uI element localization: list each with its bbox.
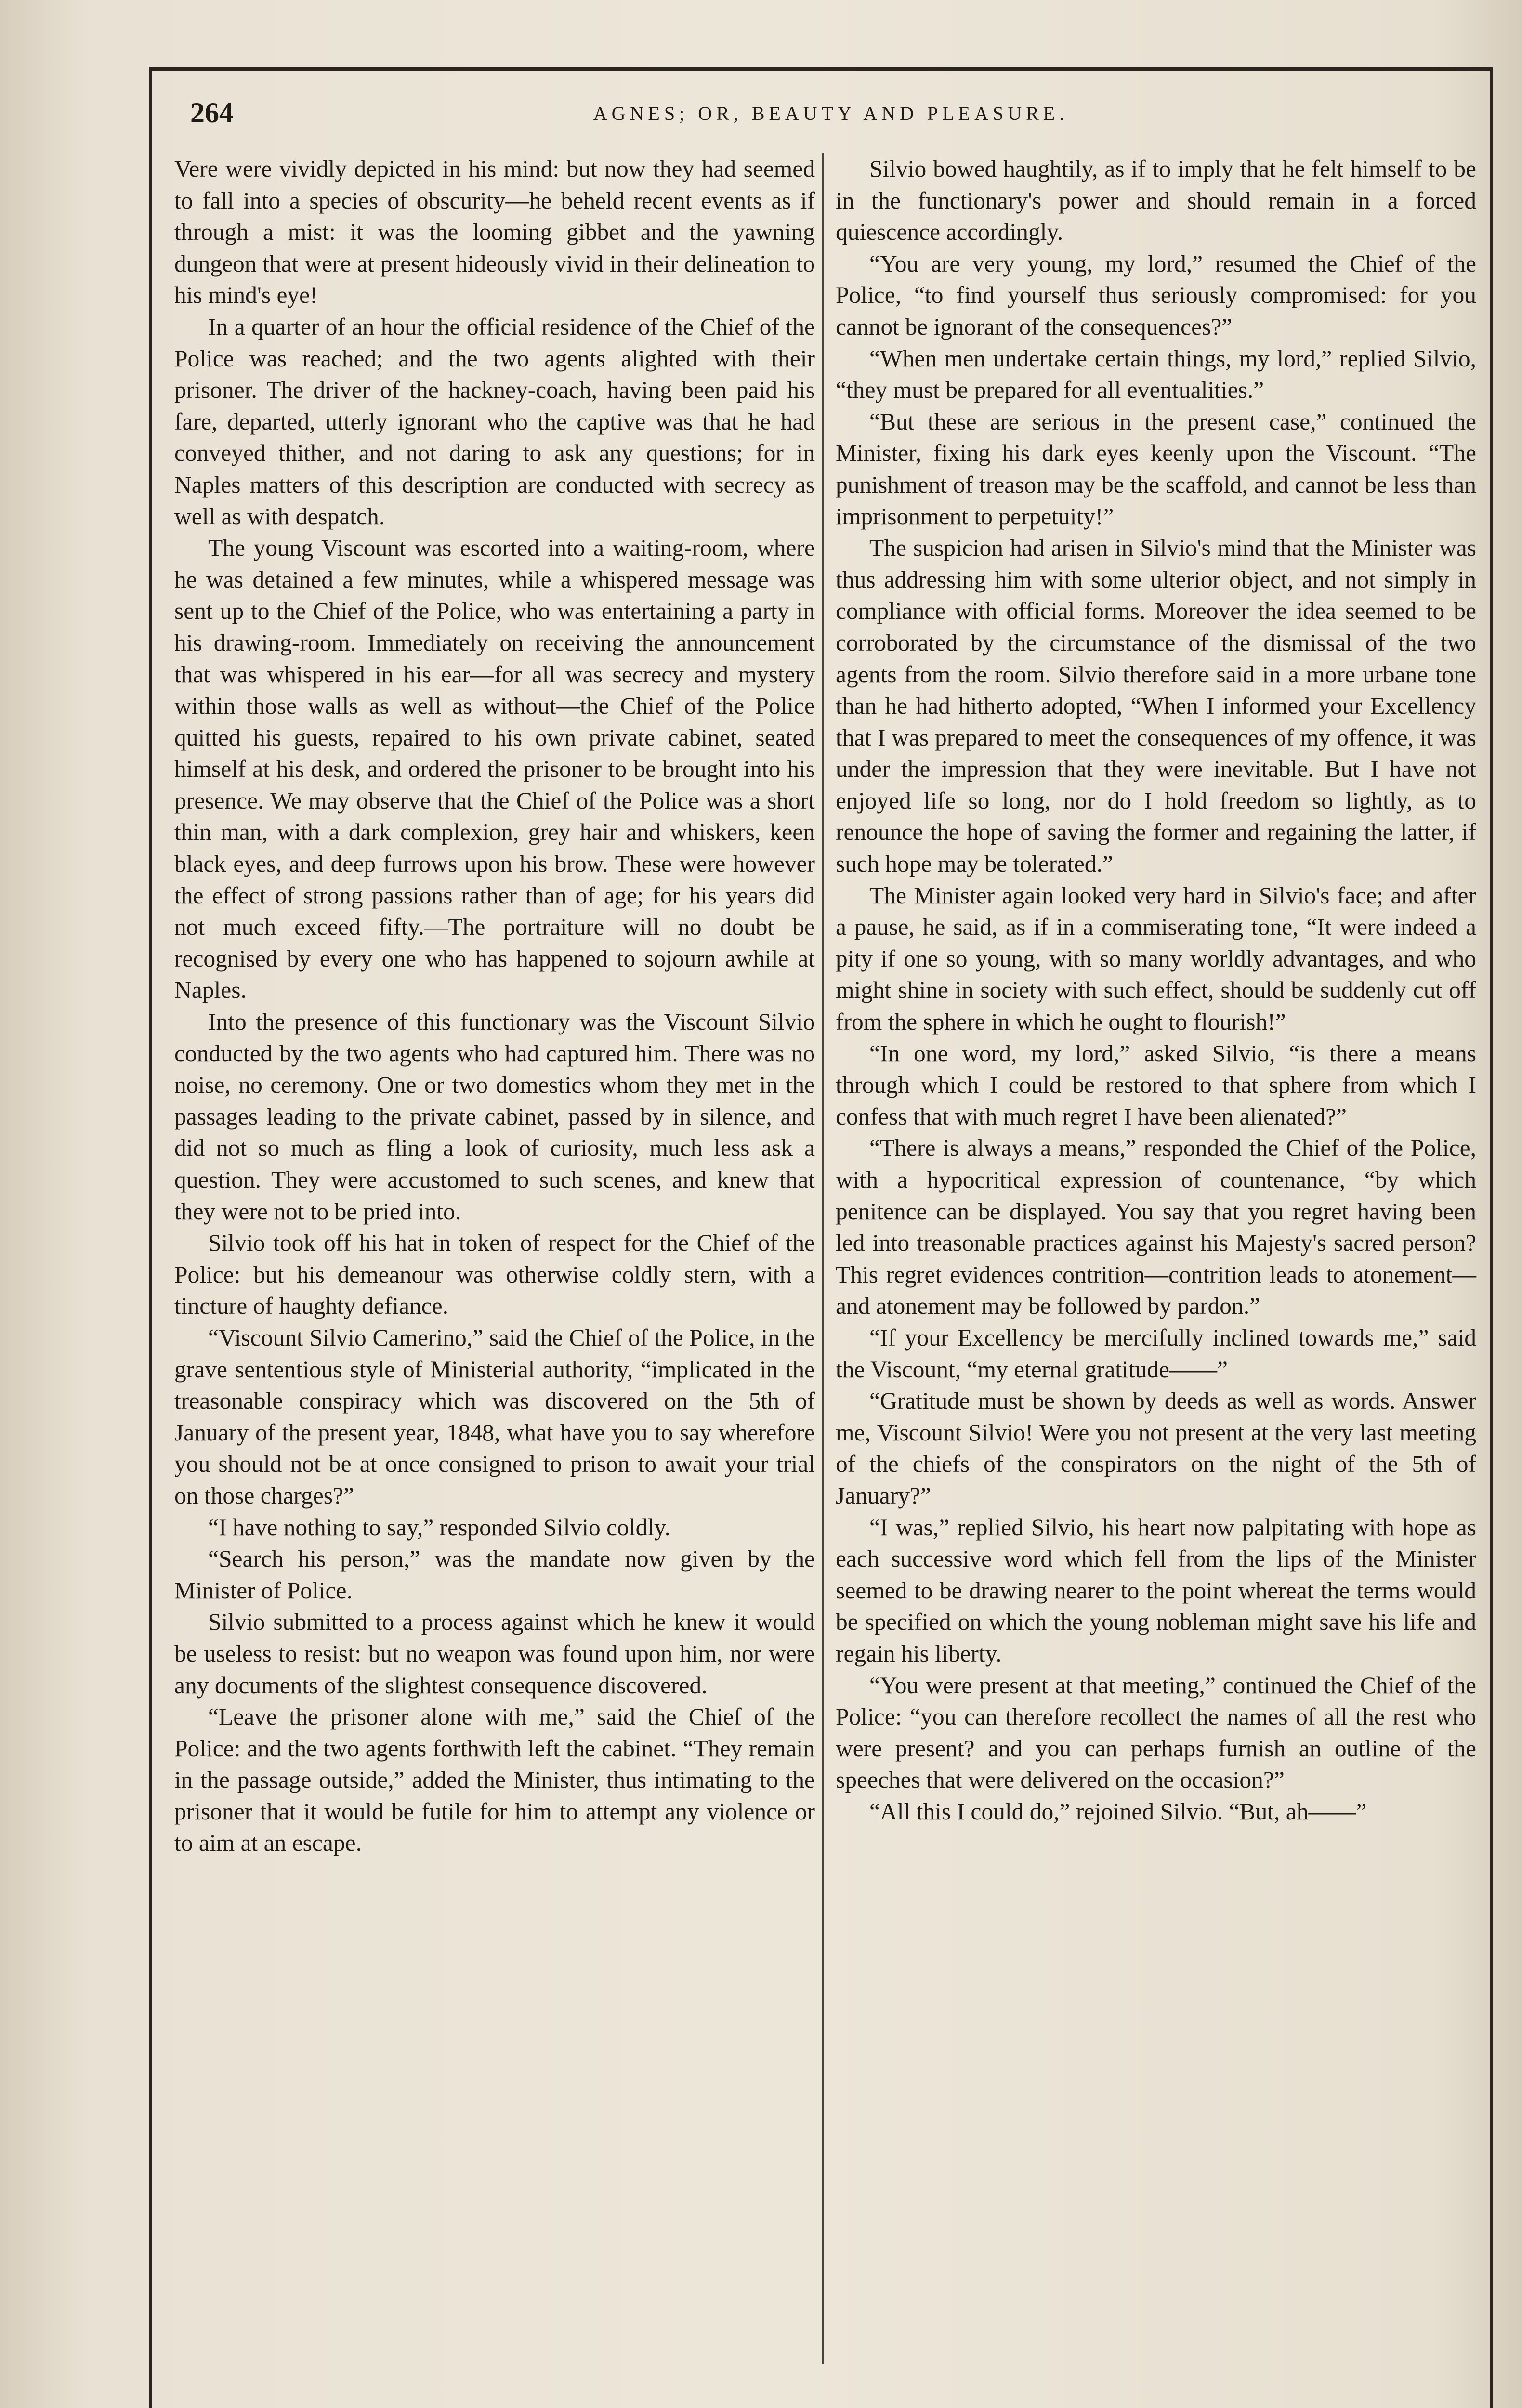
page-header <box>190 96 1471 140</box>
paragraph: Silvio bowed haughtily, as if to imply that he felt himself to be in the functionary's power and should remain in a forced quiescence accordingly. <box>836 156 1476 246</box>
paragraph: “Search his person,” was the mandate now given by the Minister of Police. <box>174 1545 815 1604</box>
paragraph: “When men undertake certain things, my lord,” replied Silvio, “they must be prepared for all eventualities.” <box>836 345 1476 404</box>
paragraph: The suspicion had arisen in Silvio's mind that the Minister was thus addressing him with some ulterior object, and not simply in compliance with official forms. Moreover the idea seemed to be corroborated by the circumstance of the dismissal of the two agents from the room. Silvio therefore said in a more urbane tone than he had hitherto adopted, “When I informed your Excellency that I was prepared to meet the consequences of my offence, it was under the impression that they were inevitable. But I have not enjoyed life so long, nor do I hold freedom so lightly, as to renounce the hope of saving the former and regaining the latter, if such hope may be tolerated.” <box>836 535 1476 877</box>
paragraph: Silvio took off his hat in token of respect for the Chief of the Police: but his demeanour was otherwise coldly stern, with a tincture of haughty defiance. <box>174 1230 815 1320</box>
paragraph: “You are very young, my lord,” resumed the Chief of the Police, “to find yourself thus seriously compromised: for you cannot be ignorant of the consequences?” <box>836 250 1476 340</box>
paragraph: “Leave the prisoner alone with me,” said the Chief of the Police: and the two agents forthwith left the cabinet. “They remain in the passage outside,” added the Minister, thus intimating to the prisoner that it would be futile for him to attempt any violence or to aim at an escape. <box>174 1703 815 1857</box>
paragraph: “If your Excellency be mercifully inclined towards me,” said the Viscount, “my eternal gratitude——” <box>836 1324 1476 1383</box>
paragraph: “All this I could do,” rejoined Silvio. “But, ah——” <box>869 1798 1367 1825</box>
paragraph: Vere were vividly depicted in his mind: but now they had seemed to fall into a species of obscurity—he beheld recent events as if through a mist: it was the looming gibbet and the yawning dungeon that were at present hideously vivid in their delineation to his mind's eye! <box>174 156 815 309</box>
paragraph: The Minister again looked very hard in Silvio's face; and after a pause, he said, as if in a commiserating tone, “It were indeed a pity if one so young, with so many worldly advantages, and who might shine in society with such effect, should be suddenly cut off from the sphere in which he ought to flourish!” <box>836 882 1476 1035</box>
paragraph: Into the presence of this functionary was the Viscount Silvio conducted by the two agents who had captured him. There was no noise, no ceremony. One or two domestics whom they met in the passages leading to the private cabinet, passed by in silence, and did not so much as fling a look of curiosity, much less ask a question. They were accustomed to such scenes, and knew that they were not to be pried into. <box>174 1008 815 1225</box>
page-number: 264 <box>190 97 234 129</box>
right-column <box>836 153 1476 1827</box>
paragraph: “You were present at that meeting,” continued the Chief of the Police: “you can therefore recollect the names of all the rest who were present? and you can perhaps furnish an outline of the speeches that were delivered on the occasion?” <box>836 1672 1476 1793</box>
paragraph: “Viscount Silvio Camerino,” said the Chief of the Police, in the grave sententious style of Ministerial authority, “implicated in the treasonable conspiracy which was discovered on the 5th of January of the present year, 1848, what have you to say wherefore you should not be at once consigned to prison to await your trial on those charges?” <box>174 1324 815 1509</box>
paragraph: “I have nothing to say,” responded Silvio coldly. <box>208 1514 671 1541</box>
paragraph: “There is always a means,” responded the Chief of the Police, with a hypocritical expression of countenance, “by which penitence can be displayed. You say that you regret having been led into treasonable practices against his Majesty's sacred person? This regret evidences contrition—contrition leads to atonement—and atonement may be followed by pardon.” <box>836 1135 1476 1320</box>
paragraph: “Gratitude must be shown by deeds as well as words. Answer me, Viscount Silvio! Were you not present at the very last meeting of the chiefs of the conspirators on the night of the 5th of January?” <box>836 1387 1476 1509</box>
running-title: AGNES; OR, BEAUTY AND PLEASURE. <box>593 103 1069 124</box>
paragraph: “In one word, my lord,” asked Silvio, “is there a means through which I could be restored to that sphere from which I confess that with much regret I have been alienated?” <box>836 1040 1476 1130</box>
paragraph: “But these are serious in the present case,” continued the Minister, fixing his dark eyes keenly upon the Viscount. “The punishment of treason may be the scaffold, and cannot be less than imprisonment to perpetuity!” <box>836 408 1476 530</box>
left-column <box>174 153 815 1859</box>
paragraph: The young Viscount was escorted into a waiting-room, where he was detained a few minutes, while a whispered message was sent up to the Chief of the Police, who was entertaining a party in his drawing-room. Immediately on receiving the announcement that was whispered in his ear—for all was secrecy and mystery within those walls as well as without—the Chief of the Police quitted his guests, repaired to his own private cabinet, seated himself at his desk, and ordered the prisoner to be brought into his presence. We may observe that the Chief of the Police was a short thin man, with a dark complexion, grey hair and whiskers, keen black eyes, and deep furrows upon his brow. These were however the effect of strong passions rather than of age; for his years did not much exceed fifty.—The portraiture will no doubt be recognised by every one who has happened to sojourn awhile at Naples. <box>174 535 815 1004</box>
column-divider <box>822 153 824 2364</box>
paragraph: “I was,” replied Silvio, his heart now palpitating with hope as each successive word which fell from the lips of the Minister seemed to be drawing nearer to the point whereat the terms would be specified on which the young nobleman might save his life and regain his liberty. <box>836 1514 1476 1667</box>
paragraph: In a quarter of an hour the official residence of the Chief of the Police was reached; and the two agents alighted with their prisoner. The driver of the hackney-coach, having been paid his fare, departed, utterly ignorant who the captive was that he had conveyed thither, and not daring to ask any questions; for in Naples matters of this description are conducted with secrecy as well as with despatch. <box>174 313 815 530</box>
paragraph: Silvio submitted to a process against which he knew it would be useless to resist: but no weapon was found upon him, nor were any documents of the slightest consequence discovered. <box>174 1609 815 1699</box>
